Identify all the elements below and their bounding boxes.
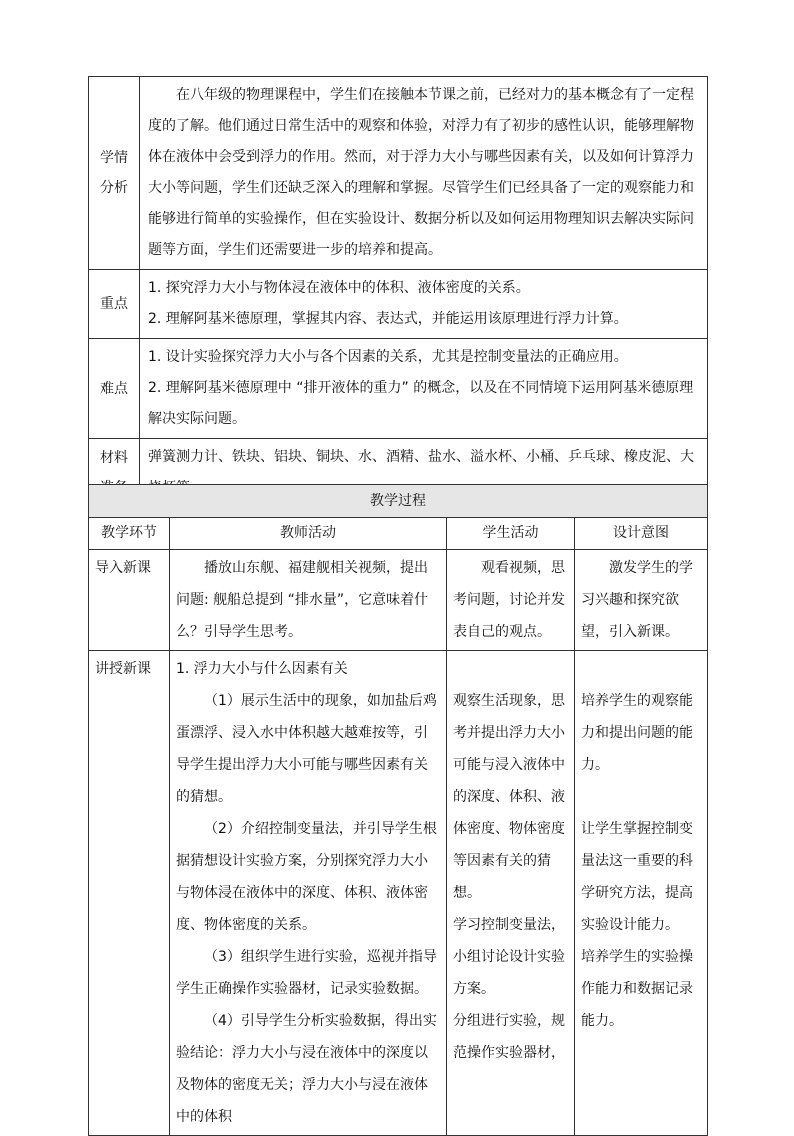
lecture-teacher: [170, 651, 447, 1136]
difficulty-item: 1. 设计实验探究浮力大小与各个因素的关系，尤其是控制变量法的正确应用。: [148, 349, 628, 365]
lecture-intent-item: 培养学生的观察能力和提出问题的能力。: [581, 693, 693, 773]
header-stage: 教学环节: [89, 518, 170, 550]
intro-intent: 激发学生的学习兴趣和探究欲望，引入新课。: [575, 550, 708, 651]
difficulties-list: [140, 339, 708, 439]
lecture-teacher-item: （3）组织学生进行实验，巡视并指导学生正确操作实验器材，记录实验数据。: [176, 949, 437, 997]
process-header-row: [89, 518, 708, 550]
header-intent: 设计意图: [575, 518, 708, 550]
lecture-student: [447, 651, 575, 1136]
analysis-label-line2: 分析: [100, 180, 128, 196]
lecture-student-item: 分组进行实验，规范操作实验器材，: [453, 1013, 565, 1061]
intro-student: 观看视频，思考问题，讨论并发表自己的观点。: [447, 550, 575, 651]
key-points-row: [89, 270, 708, 339]
lecture-row: [89, 651, 708, 1136]
lecture-intent-item: 培养学生的实验操作能力和数据记录能力。: [581, 949, 693, 1029]
intro-stage: 导入新课: [89, 550, 170, 651]
difficulties-label: 难点: [89, 339, 140, 439]
lecture-teacher-item: （1）展示生活中的现象，如加盐后鸡蛋漂浮、浸入水中体积越大越难按等，引导学生提出浮力大小可能与哪些因素有关的猜想。: [176, 693, 437, 805]
lecture-intent: [575, 651, 708, 1136]
analysis-text: 在八年级的物理课程中，学生们在接触本节课之前，已经对力的基本概念有了一定程度的了解。他们通过日常生活中的观察和体验，对浮力有了初步的感性认识，能够理解物体在液体中会受到浮力的作用。然而，对于浮力大小与哪些因素有关，以及如何计算浮力大小等问题，学生们还缺乏深入的理解和掌握。尽管学生们已经具备了一定的观察能力和能够进行简单的实验操作，但在实验设计、数据分析以及如何运用物理知识去解决实际问题等方面，学生们还需要进一步的培养和提高。: [140, 77, 708, 270]
header-student: 学生活动: [447, 518, 575, 550]
analysis-label-line1: 学情: [100, 150, 128, 166]
lecture-teacher-heading: 1. 浮力大小与什么因素有关: [176, 661, 348, 677]
materials-text: 弹簧测力计、铁块、铝块、铜块、水、酒精、盐水、溢水杯、小桶、乒乓球、橡皮泥、大: [140, 439, 708, 508]
lecture-teacher-item: （2）介绍控制变量法，并引导学生根据猜想设计实验方案，分别探究浮力大小与物体浸在液体中的深度、体积、液体密度、物体密度的关系。: [176, 821, 437, 933]
intro-row: [89, 550, 708, 651]
key-point-item: 1. 探究浮力大小与物体浸在液体中的体积、液体密度的关系。: [148, 280, 530, 296]
lecture-student-item: 观察生活现象，思考并提出浮力大小可能与浸入液体中的深度、体积、液体密度、物体密度等因素有关的猜想。: [453, 693, 565, 901]
header-teacher: 教师活动: [170, 518, 447, 550]
process-title: 教学过程: [89, 485, 708, 518]
process-title-row: [89, 485, 708, 518]
analysis-row: [89, 77, 708, 270]
teaching-process-table: [88, 484, 708, 1136]
intro-teacher: 播放山东舰、福建舰相关视频，提出问题: 舰船总提到 “排水量”，它意味着什么？引导学生思考。: [170, 550, 447, 651]
analysis-label: [89, 77, 140, 270]
lecture-stage: 讲授新课: [89, 651, 170, 1136]
lecture-student-item: 学习控制变量法，小组讨论设计实验方案。: [453, 917, 565, 997]
difficulty-item: 2. 理解阿基米德原理中 “排开液体的重力” 的概念，以及在不同情境下运用阿基米德原理解决实际问题。: [148, 380, 694, 427]
key-points-list: [140, 270, 708, 339]
materials-label-line1: 材料: [100, 450, 128, 466]
lesson-overview-table: [88, 76, 708, 508]
key-points-label: 重点: [89, 270, 140, 339]
lecture-intent-item: 让学生掌握控制变量法这一重要的科学研究方法，提高实验设计能力。: [581, 821, 693, 933]
lecture-teacher-item: （4）引导学生分析实验数据，得出实验结论：浮力大小与浸在液体中的深度以及物体的密度无关；浮力大小与浸在液体中的体积: [176, 1013, 437, 1125]
difficulties-row: [89, 339, 708, 439]
key-point-item: 2. 理解阿基米德原理，掌握其内容、表达式，并能运用该原理进行浮力计算。: [148, 311, 628, 327]
